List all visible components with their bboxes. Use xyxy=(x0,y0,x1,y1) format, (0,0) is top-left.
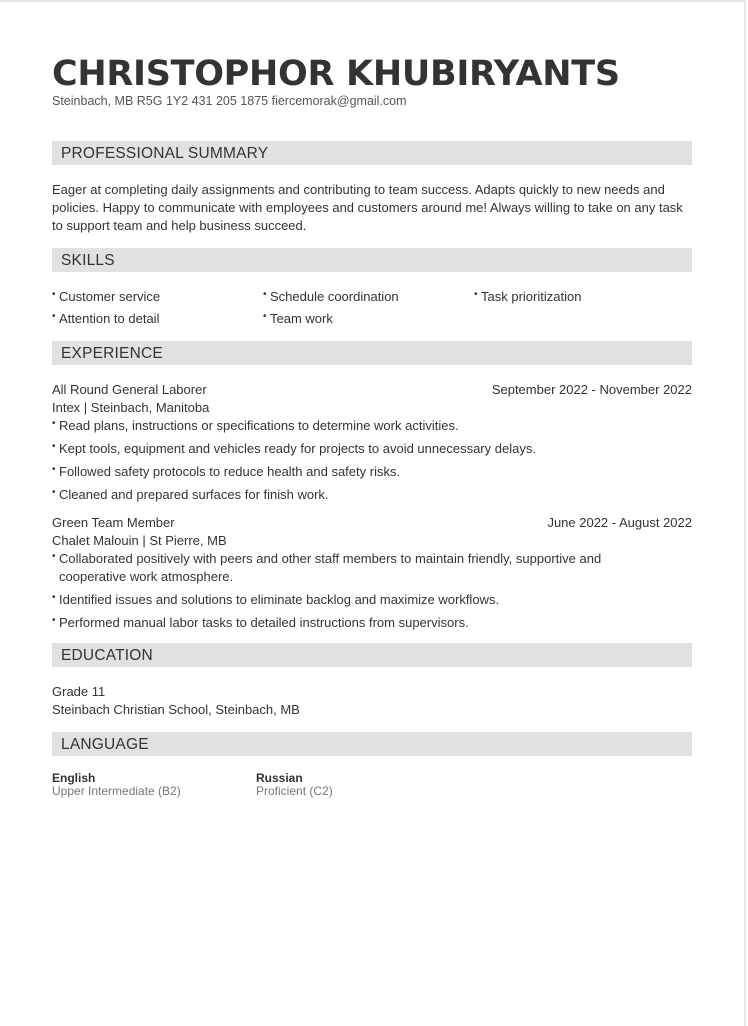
section-header-experience: EXPERIENCE xyxy=(52,341,692,365)
job-bullet: • Performed manual labor tasks to detailed instructions from supervisors. xyxy=(52,614,692,632)
language-level: Upper Intermediate (B2) xyxy=(52,784,181,798)
skills-list xyxy=(52,288,692,328)
job-company: Chalet Malouin | St Pierre, MB xyxy=(52,533,227,548)
skill-item: • Attention to detail xyxy=(52,310,263,328)
language-item xyxy=(256,772,460,798)
job-bullet-list xyxy=(52,417,692,504)
job-dates: June 2022 - August 2022 xyxy=(547,515,692,530)
contact-line: Steinbach, MB R5G 1Y2 431 205 1875 fiercemorak@gmail.com xyxy=(52,94,407,108)
job-bullet: • Identified issues and solutions to eliminate backlog and maximize workflows. xyxy=(52,591,692,609)
resume-content xyxy=(52,54,692,798)
candidate-name: CHRISTOPHOR KHUBIRYANTS xyxy=(52,54,620,94)
language-name: Russian xyxy=(256,771,303,785)
summary-text: Eager at completing daily assignments and contributing to team success. Adapts quickly to new needs and policies. Happy to communicate with employees and customers around me! Always willing to take on any task to support team and help business succeed. xyxy=(52,182,683,233)
skill-item: • Schedule coordination xyxy=(263,288,474,306)
job-bullet: • Cleaned and prepared surfaces for finish work. xyxy=(52,486,692,504)
skill-item: • Task prioritization xyxy=(474,288,692,306)
section-header-summary: PROFESSIONAL SUMMARY xyxy=(52,141,692,165)
skill-item: • Customer service xyxy=(52,288,263,306)
section-header-language: LANGUAGE xyxy=(52,732,692,756)
job-bullet: • Kept tools, equipment and vehicles ready for projects to avoid unnecessary delays. xyxy=(52,440,692,458)
job-header xyxy=(52,381,692,399)
section-header-education: EDUCATION xyxy=(52,643,692,667)
job-entry xyxy=(52,514,692,632)
job-bullet-list xyxy=(52,550,692,632)
education-degree: Grade 11 xyxy=(52,684,106,699)
job-entry xyxy=(52,381,692,504)
job-bullet: • Read plans, instructions or specifications to determine work activities. xyxy=(52,417,692,435)
education-school: Steinbach Christian School, Steinbach, MB xyxy=(52,702,300,717)
job-company: Intex | Steinbach, Manitoba xyxy=(52,400,210,415)
job-header xyxy=(52,514,692,532)
section-header-skills: SKILLS xyxy=(52,248,692,272)
job-dates: September 2022 - November 2022 xyxy=(491,382,692,397)
language-list xyxy=(52,772,692,798)
job-bullet: • Followed safety protocols to reduce health and safety risks. xyxy=(52,463,692,481)
language-name: English xyxy=(52,771,96,785)
language-level: Proficient (C2) xyxy=(256,784,333,798)
skill-item: • Team work xyxy=(263,310,474,328)
job-bullet: • Collaborated positively with peers and other staff members to maintain friendly, supportive and cooperative work atmosphere. xyxy=(52,550,644,586)
job-role: All Round General Laborer xyxy=(52,382,207,397)
language-item xyxy=(52,772,256,798)
job-role: Green Team Member xyxy=(52,515,175,530)
